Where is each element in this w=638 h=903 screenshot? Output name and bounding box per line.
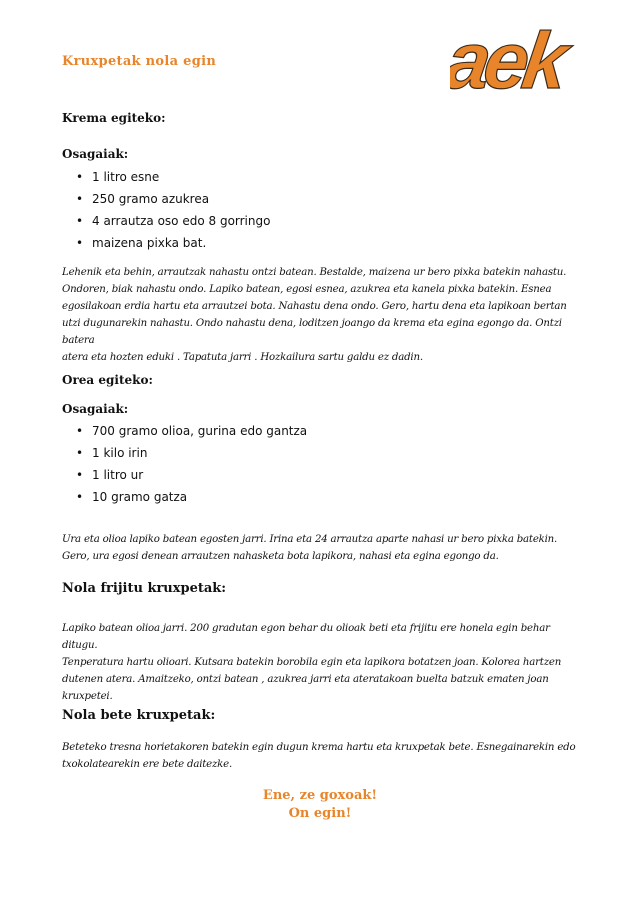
list-item: • 4 arrautza oso edo 8 gorringo xyxy=(62,212,270,234)
text-line: dutenen atera. Amaitzeko, ontzi batean , azukrea jarri eta ateratakoan buelta batzuk ematen joan xyxy=(62,674,549,685)
bete-instructions xyxy=(62,739,582,773)
bete-heading: Nola bete kruxpetak: xyxy=(62,708,216,723)
text-line: Gero, ura egosi denean arrautzen nahasketa bota lapikora, nahasi eta egina egongo da. xyxy=(62,551,499,562)
closing-line-2: On egin! xyxy=(288,806,352,821)
text-line: Lapiko batean olioa jarri. 200 gradutan egon behar du olioak beti eta frijitu ere honela egin behar ditugu. xyxy=(62,623,550,651)
aek-logo-icon xyxy=(450,20,580,98)
krema-ingredients-list xyxy=(62,168,270,256)
list-item: • 1 kilo irin xyxy=(62,444,307,466)
text-line: Beteteko tresna horietakoren batekin egin dugun krema hartu eta kruxpetak bete. Esnegainarekin edo xyxy=(62,742,576,753)
krema-ingredients-heading: Osagaiak: xyxy=(62,147,129,161)
text-line: Lehenik eta behin, arrautzak nahastu ontzi batean. Bestalde, maizena ur bero pixka batekin nahastu. xyxy=(62,267,567,278)
krema-heading: Krema egiteko: xyxy=(62,111,166,125)
text-line: egosilakoan erdia hartu eta arrautzei bota. Nahastu dena ondo. Gero, hartu dena eta lapikoan bertan xyxy=(62,301,567,312)
orea-ingredients-list xyxy=(62,422,307,510)
list-item: • 250 gramo azukrea xyxy=(62,190,270,212)
closing-message xyxy=(200,787,440,823)
document-title: Kruxpetak nola egin xyxy=(62,54,217,69)
list-item: • 1 litro ur xyxy=(62,466,307,488)
frijitu-heading: Nola frijitu kruxpetak: xyxy=(62,581,227,596)
text-line: kruxpetei. xyxy=(62,691,113,702)
text-line: utzi dugunarekin nahastu. Ondo nahastu dena, loditzen joango da krema eta egina egongo da. Ontzi batera xyxy=(62,318,562,346)
list-item: • 700 gramo olioa, gurina edo gantza xyxy=(62,422,307,444)
krema-instructions xyxy=(62,264,582,366)
frijitu-instructions xyxy=(62,620,582,705)
text-line: Ura eta olioa lapiko batean egosten jarri. Irina eta 24 arrautza aparte nahasi ur bero pixka batekin. xyxy=(62,534,558,545)
logo-text: aek xyxy=(450,20,568,98)
closing-line-1: Ene, ze goxoak! xyxy=(262,788,378,803)
text-line: Tenperatura hartu olioari. Kutsara batekin borobila egin eta lapikora botatzen joan. Kolorea hartzen xyxy=(62,657,562,668)
text-line: atera eta hozten eduki . Tapatuta jarri . Hozkailura sartu galdu ez dadin. xyxy=(62,352,423,363)
orea-ingredients-heading: Osagaiak: xyxy=(62,402,129,416)
orea-instructions xyxy=(62,531,582,565)
orea-heading: Orea egiteko: xyxy=(62,373,153,387)
text-line: Ondoren, biak nahastu ondo. Lapiko batean, egosi esnea, azukrea eta kanela pixka batekin. Esnea xyxy=(62,284,552,295)
text-line: txokolatearekin ere bete daitezke. xyxy=(62,759,232,770)
list-item: • maizena pixka bat. xyxy=(62,234,270,256)
list-item: • 10 gramo gatza xyxy=(62,488,307,510)
list-item: • 1 litro esne xyxy=(62,168,270,190)
